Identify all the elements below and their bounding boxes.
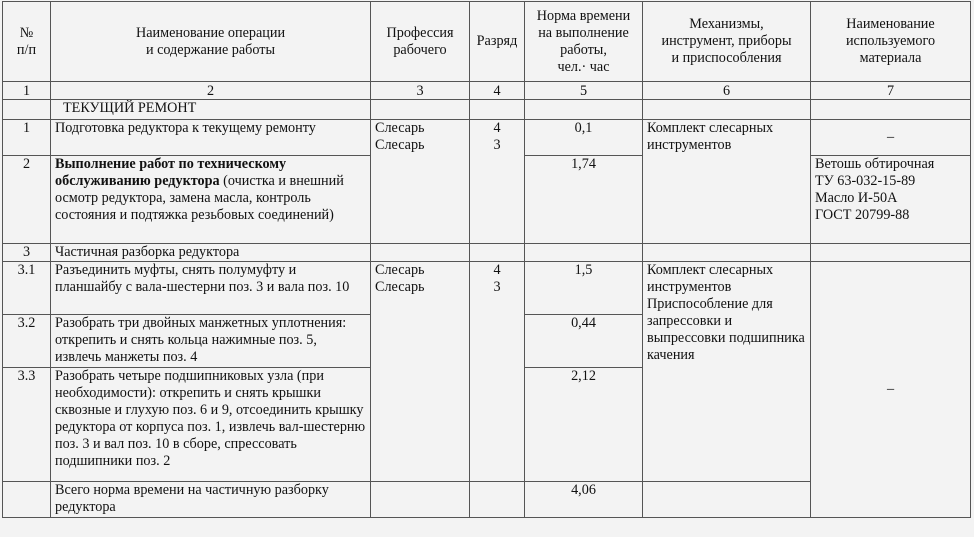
row-number: 3.3 [3,368,51,482]
time-norm: 1,74 [525,156,643,244]
section-title-row [3,100,971,120]
operation-name [51,156,371,244]
row-number: 2 [3,156,51,244]
operation-name-bold: Выполнение работ по техническому обслуживанию редуктора [55,156,287,189]
row-number: 1 [3,120,51,156]
row-number: 3 [3,244,51,262]
grade: 4 3 [470,120,525,244]
header-number: № п/п [3,2,51,82]
material: Ветошь обтирочная ТУ 63-032-15-89 Масло И-50А ГОСТ 20799-88 [811,156,971,244]
header-time-norm: Норма времени на выполнение работы, чел.· час [525,2,643,82]
operation-name: Подготовка редуктора к текущему ремонту [51,120,371,156]
material: – [811,262,971,518]
table-row [3,244,971,262]
material: – [811,120,971,156]
row-number: 3.2 [3,315,51,368]
section-title: ТЕКУЩИЙ РЕМОНТ [51,100,371,120]
operation-name-details: (очистка и внешний осмотр редуктора, замена масла, контроль состояния и подтяжка резьбовых соединений) [55,173,344,223]
column-number: 1 [3,82,51,100]
column-number: 5 [525,82,643,100]
profession: Слесарь Слесарь [371,262,470,482]
header-tools: Механизмы, инструмент, приборы и приспособления [643,2,811,82]
time-norm: 1,5 [525,262,643,315]
tools: Комплект слесарных инструментов Приспособление для запрессовки и выпрессовки подшипника качения [643,262,811,482]
time-norm: 0,1 [525,120,643,156]
column-numbers-row [3,82,971,100]
operation-name: Разъединить муфты, снять полумуфту и планшайбу с вала-шестерни поз. 3 и вала поз. 10 [51,262,371,315]
header-operation-name: Наименование операции и содержание работы [51,2,371,82]
grade: 4 3 [470,262,525,482]
table-header-row [3,2,971,82]
table-row [3,120,971,156]
column-number: 4 [470,82,525,100]
repair-operations-table [2,1,971,518]
profession: Слесарь Слесарь [371,120,470,244]
operation-name: Разобрать четыре подшипниковых узла (при необходимости): открепить и снять крышки сквозные и глухую поз. 6 и 9, отсоединить крышку редуктора от корпуса поз. 1, извлечь вал-шестерню поз. 3 и вал поз. 10 в сборе, спрессовать подшипники поз. 2 [51,368,371,482]
time-norm: 2,12 [525,368,643,482]
tools: Комплект слесарных инструментов [643,120,811,244]
time-norm: 0,44 [525,315,643,368]
column-number: 2 [51,82,371,100]
operation-name: Разобрать три двойных манжетных уплотнения: открепить и снять кольца нажимные поз. 5, извлечь манжеты поз. 4 [51,315,371,368]
row-number: 3.1 [3,262,51,315]
total-label: Всего норма времени на частичную разборку редуктора [51,482,371,518]
table-row [3,262,971,315]
column-number: 6 [643,82,811,100]
total-time-norm: 4,06 [525,482,643,518]
header-material: Наименование используемого материала [811,2,971,82]
column-number: 3 [371,82,470,100]
header-profession: Профессия рабочего [371,2,470,82]
operation-name: Частичная разборка редуктора [51,244,371,262]
column-number: 7 [811,82,971,100]
header-grade: Разряд [470,2,525,82]
